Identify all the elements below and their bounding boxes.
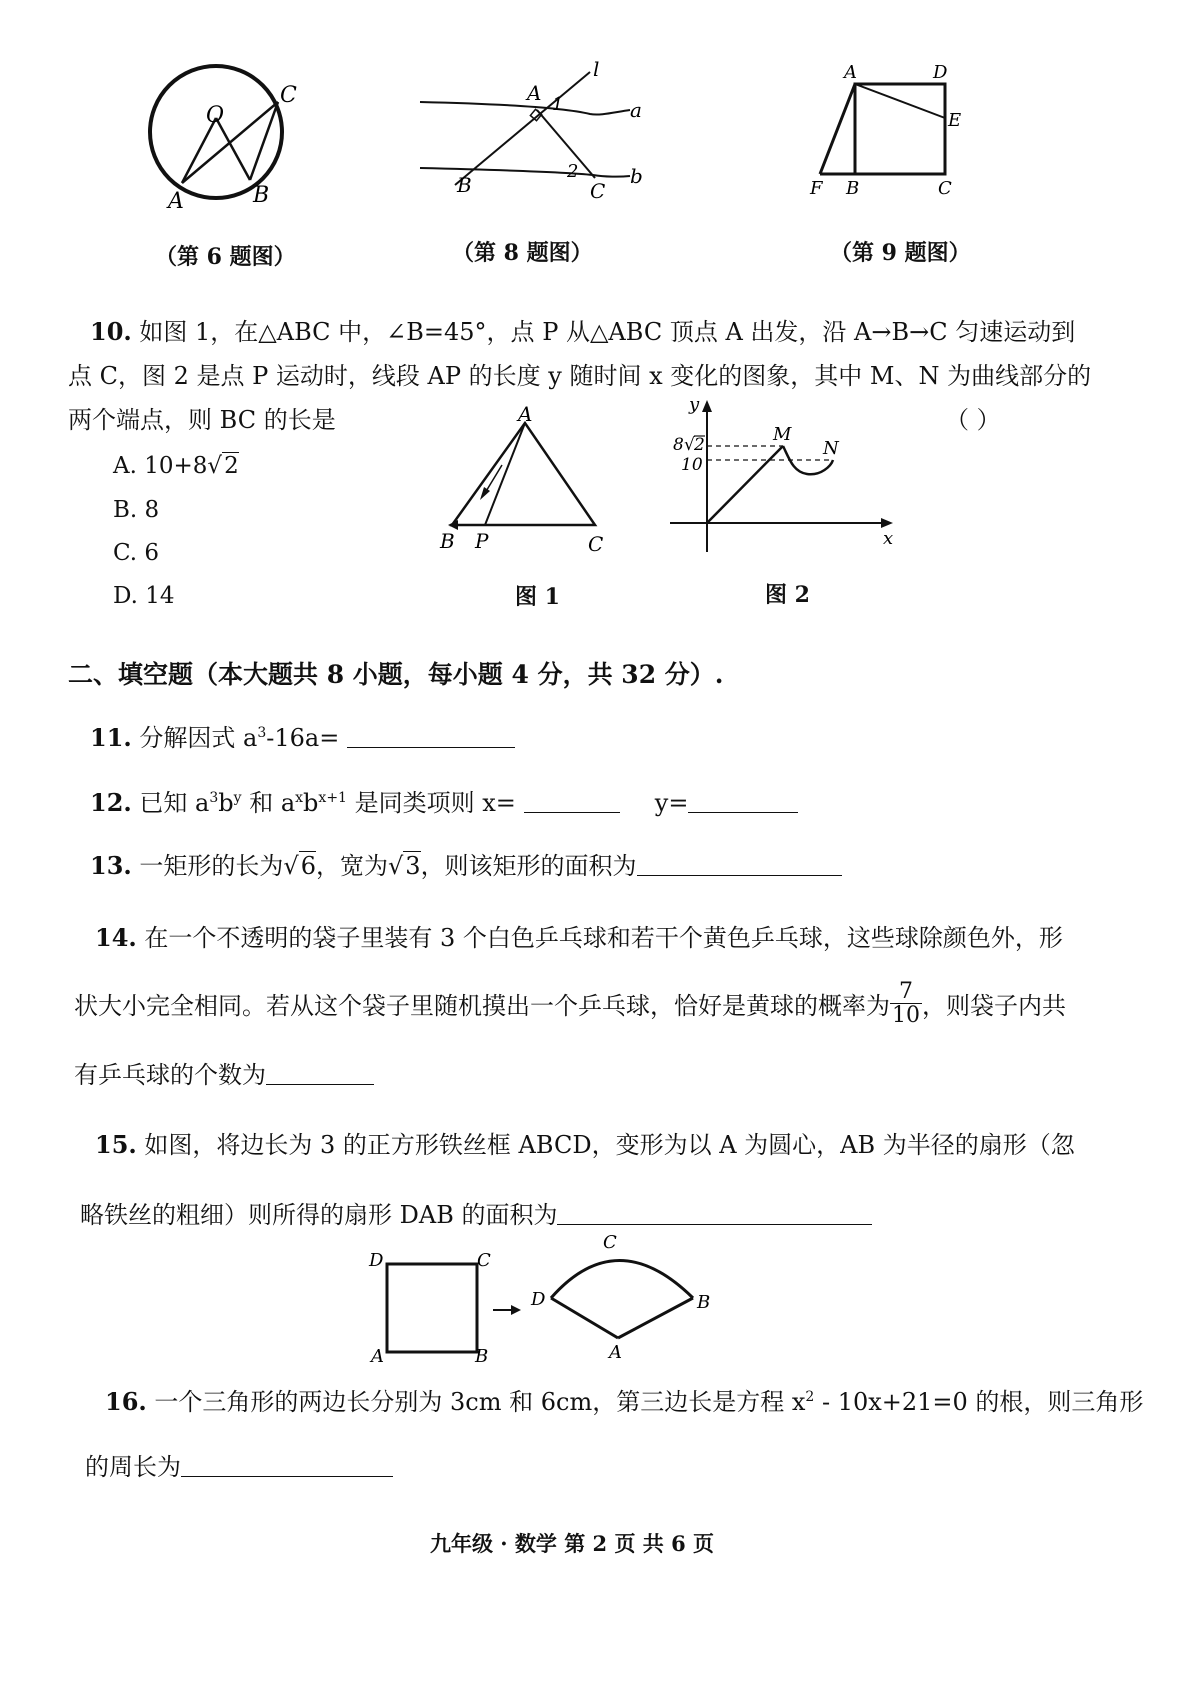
- q11-text-post: -16a=: [266, 724, 340, 752]
- q16-line-1: [105, 1382, 1143, 1417]
- q10-fig2-tick-eight: 8: [673, 435, 684, 455]
- figure-9: [800, 62, 980, 202]
- q15-text-1: 如图，将边长为 3 的正方形铁丝框 ABCD，变形为以 A 为圆心，AB 为半径的扇形（忽: [144, 1131, 1075, 1159]
- q15-line-2: [80, 1195, 872, 1230]
- fig8-label-line-a: a: [630, 98, 642, 122]
- q13-radicand-2: 3: [405, 852, 421, 880]
- q14-line-2: [74, 980, 1066, 1027]
- q10-line-1: [90, 312, 1075, 347]
- q15-fig-label-c2: C: [603, 1232, 617, 1253]
- fig9-label-c: C: [938, 178, 952, 199]
- q16-text-1b: - 10x+21=0 的根，则三角形: [814, 1388, 1144, 1416]
- q12: [90, 783, 798, 818]
- fig9-label-a: A: [844, 62, 857, 83]
- q15-fig-label-c1: C: [477, 1250, 491, 1271]
- q11: [90, 718, 515, 753]
- q14-text-3: 有乒乓球的个数为: [74, 1061, 266, 1089]
- q12-text-4: b: [303, 789, 319, 817]
- q10-fig2-tick-radical-sign: √: [684, 435, 695, 455]
- q11-text-pre: 分解因式 a: [139, 724, 258, 752]
- q12-sup-2: y: [233, 790, 242, 806]
- q15-fig-label-a1: A: [371, 1346, 384, 1367]
- q15-fig-label-b1: B: [475, 1346, 489, 1367]
- q11-number: 11.: [90, 723, 132, 752]
- fig8-label-a-point: A: [527, 81, 542, 105]
- q16-text-2: 的周长为: [85, 1453, 181, 1481]
- q10-fig1-caption: 图 1: [515, 584, 560, 610]
- q10-figure-2: [665, 392, 905, 562]
- fig6-label-o: O: [206, 103, 225, 128]
- q14-line-1: [95, 918, 1063, 953]
- fig8-label-c-point: C: [590, 179, 606, 203]
- q10-option-a-radicand: 2: [224, 453, 239, 479]
- q14-line-3: [74, 1055, 374, 1090]
- q11-answer-blank[interactable]: [347, 723, 515, 748]
- q10-fig1-label-p: P: [475, 529, 489, 553]
- page-footer: 九年级 · 数学 第 2 页 共 6 页: [430, 1531, 715, 1556]
- q10-line-3: 两个端点，则 BC 的长是: [68, 406, 336, 434]
- fig8-label-angle-1: 1: [552, 94, 564, 115]
- fig6-caption: （第 6 题图）: [155, 244, 296, 270]
- q10-option-a[interactable]: A. 10+8√2: [113, 453, 239, 479]
- q10-fig2-label-n: N: [823, 438, 839, 459]
- q15-answer-blank[interactable]: [557, 1200, 872, 1225]
- q12-sup-4: x+1: [318, 790, 347, 806]
- q12-sup-1: 3: [209, 790, 219, 806]
- section-2-title: 二、填空题（本大题共 8 小题，每小题 4 分，共 32 分）.: [68, 660, 724, 689]
- q13-text-1: 一矩形的长为: [139, 852, 284, 880]
- fig9-label-b: B: [846, 178, 860, 199]
- fig9-label-f: F: [810, 178, 823, 199]
- q10-fig1-label-a: A: [518, 405, 533, 426]
- figure-8: [415, 60, 655, 210]
- q10-option-b[interactable]: B. 8: [113, 497, 160, 523]
- q12-answer-x-blank[interactable]: [524, 788, 620, 813]
- q15-fig-label-d2: D: [531, 1289, 546, 1310]
- fig8-label-line-b: b: [630, 164, 643, 188]
- q15-text-2: 略铁丝的粗细）则所得的扇形 DAB 的面积为: [80, 1201, 558, 1229]
- q16-exponent: 2: [805, 1389, 815, 1405]
- fig8-label-l: l: [593, 60, 600, 81]
- q14-fraction: [890, 980, 922, 1027]
- q15-figure: [355, 1228, 735, 1368]
- q10-line-2: 点 C，图 2 是点 P 运动时，线段 AP 的长度 y 随时间 x 变化的图象，其中 M、N 为曲线部分的: [68, 362, 1092, 390]
- q12-sup-3: x: [295, 790, 304, 806]
- fig9-caption: （第 9 题图）: [830, 240, 971, 266]
- q14-text-1: 在一个不透明的袋子里装有 3 个白色乒乓球和若干个黄色乒乓球，这些球除颜色外，形: [144, 924, 1063, 952]
- q15-fig-label-b2: B: [697, 1292, 711, 1313]
- q10-fig2-label-y: y: [689, 394, 700, 415]
- fig9-label-d: D: [933, 62, 948, 83]
- q13-text-2: ，宽为: [315, 852, 388, 880]
- q10-text-1: 如图 1，在△ABC 中，∠B=45°，点 P 从△ABC 顶点 A 出发，沿 A→B→C 匀速运动到: [139, 318, 1076, 346]
- q10-fig2-tick-radicand: 2: [694, 435, 705, 455]
- q14-fraction-numerator: 7: [890, 980, 922, 1004]
- q13-number: 13.: [90, 851, 132, 880]
- q10-number: 10.: [90, 317, 132, 346]
- q10-option-c[interactable]: C. 6: [113, 540, 160, 566]
- q16-line-2: [85, 1447, 393, 1482]
- q15-fig-label-d1: D: [369, 1250, 384, 1271]
- q16-number: 16.: [105, 1387, 147, 1416]
- q10-option-a-text: A. 10+8: [113, 453, 208, 479]
- q11-exponent: 3: [257, 725, 267, 741]
- q10-fig2-tick-ten: 10: [681, 455, 703, 475]
- q14-number: 14.: [95, 923, 137, 952]
- q14-text-2b: ，则袋子内共: [922, 992, 1066, 1021]
- q10-fig2-label-m: M: [773, 424, 792, 445]
- q16-text-1a: 一个三角形的两边长分别为 3cm 和 6cm，第三边长是方程 x: [154, 1388, 806, 1416]
- q12-text-3: 和 a: [241, 789, 296, 817]
- q14-answer-blank[interactable]: [266, 1060, 374, 1085]
- fig9-label-e: E: [948, 110, 962, 131]
- q13-radicand-1: 6: [300, 852, 316, 880]
- figure-6: [140, 60, 320, 220]
- q10-fig1-label-b: B: [440, 529, 455, 553]
- q16-answer-blank[interactable]: [181, 1452, 393, 1477]
- q13: 13. 一矩形的长为√6，宽为√3，则该矩形的面积为: [90, 846, 842, 881]
- q12-text-2: b: [218, 789, 234, 817]
- q12-answer-y-blank[interactable]: [688, 788, 798, 813]
- q14-text-2a: 状大小完全相同。若从这个袋子里随机摸出一个乒乓球，恰好是黄球的概率为: [74, 992, 890, 1021]
- q10-option-d[interactable]: D. 14: [113, 583, 175, 609]
- q14-fraction-denominator: 10: [892, 1003, 920, 1029]
- q10-fig2-label-x: x: [883, 528, 894, 549]
- fig6-label-a: A: [168, 189, 184, 214]
- q10-figure-1: [430, 405, 620, 565]
- q12-text-1: 已知 a: [139, 789, 210, 817]
- q13-answer-blank[interactable]: [637, 851, 842, 876]
- fig8-label-b-point: B: [457, 173, 472, 197]
- q15-fig-label-a2: A: [609, 1342, 622, 1363]
- q10-fig2-caption: 图 2: [765, 582, 810, 608]
- q15-number: 15.: [95, 1130, 137, 1159]
- fig6-label-c: C: [280, 83, 297, 108]
- fig8-label-angle-2: 2: [567, 161, 579, 182]
- q12-text-5: 是同类项则 x=: [346, 789, 516, 817]
- fig6-label-b: B: [253, 183, 270, 208]
- q12-number: 12.: [90, 788, 132, 817]
- q13-text-3: ，则该矩形的面积为: [420, 852, 637, 880]
- q10-fig1-label-c: C: [588, 532, 604, 556]
- q10-answer-paren[interactable]: （ ）: [945, 406, 1001, 434]
- q15-line-1: [95, 1125, 1075, 1160]
- q12-text-6: y=: [654, 789, 689, 817]
- fig8-caption: （第 8 题图）: [452, 240, 593, 266]
